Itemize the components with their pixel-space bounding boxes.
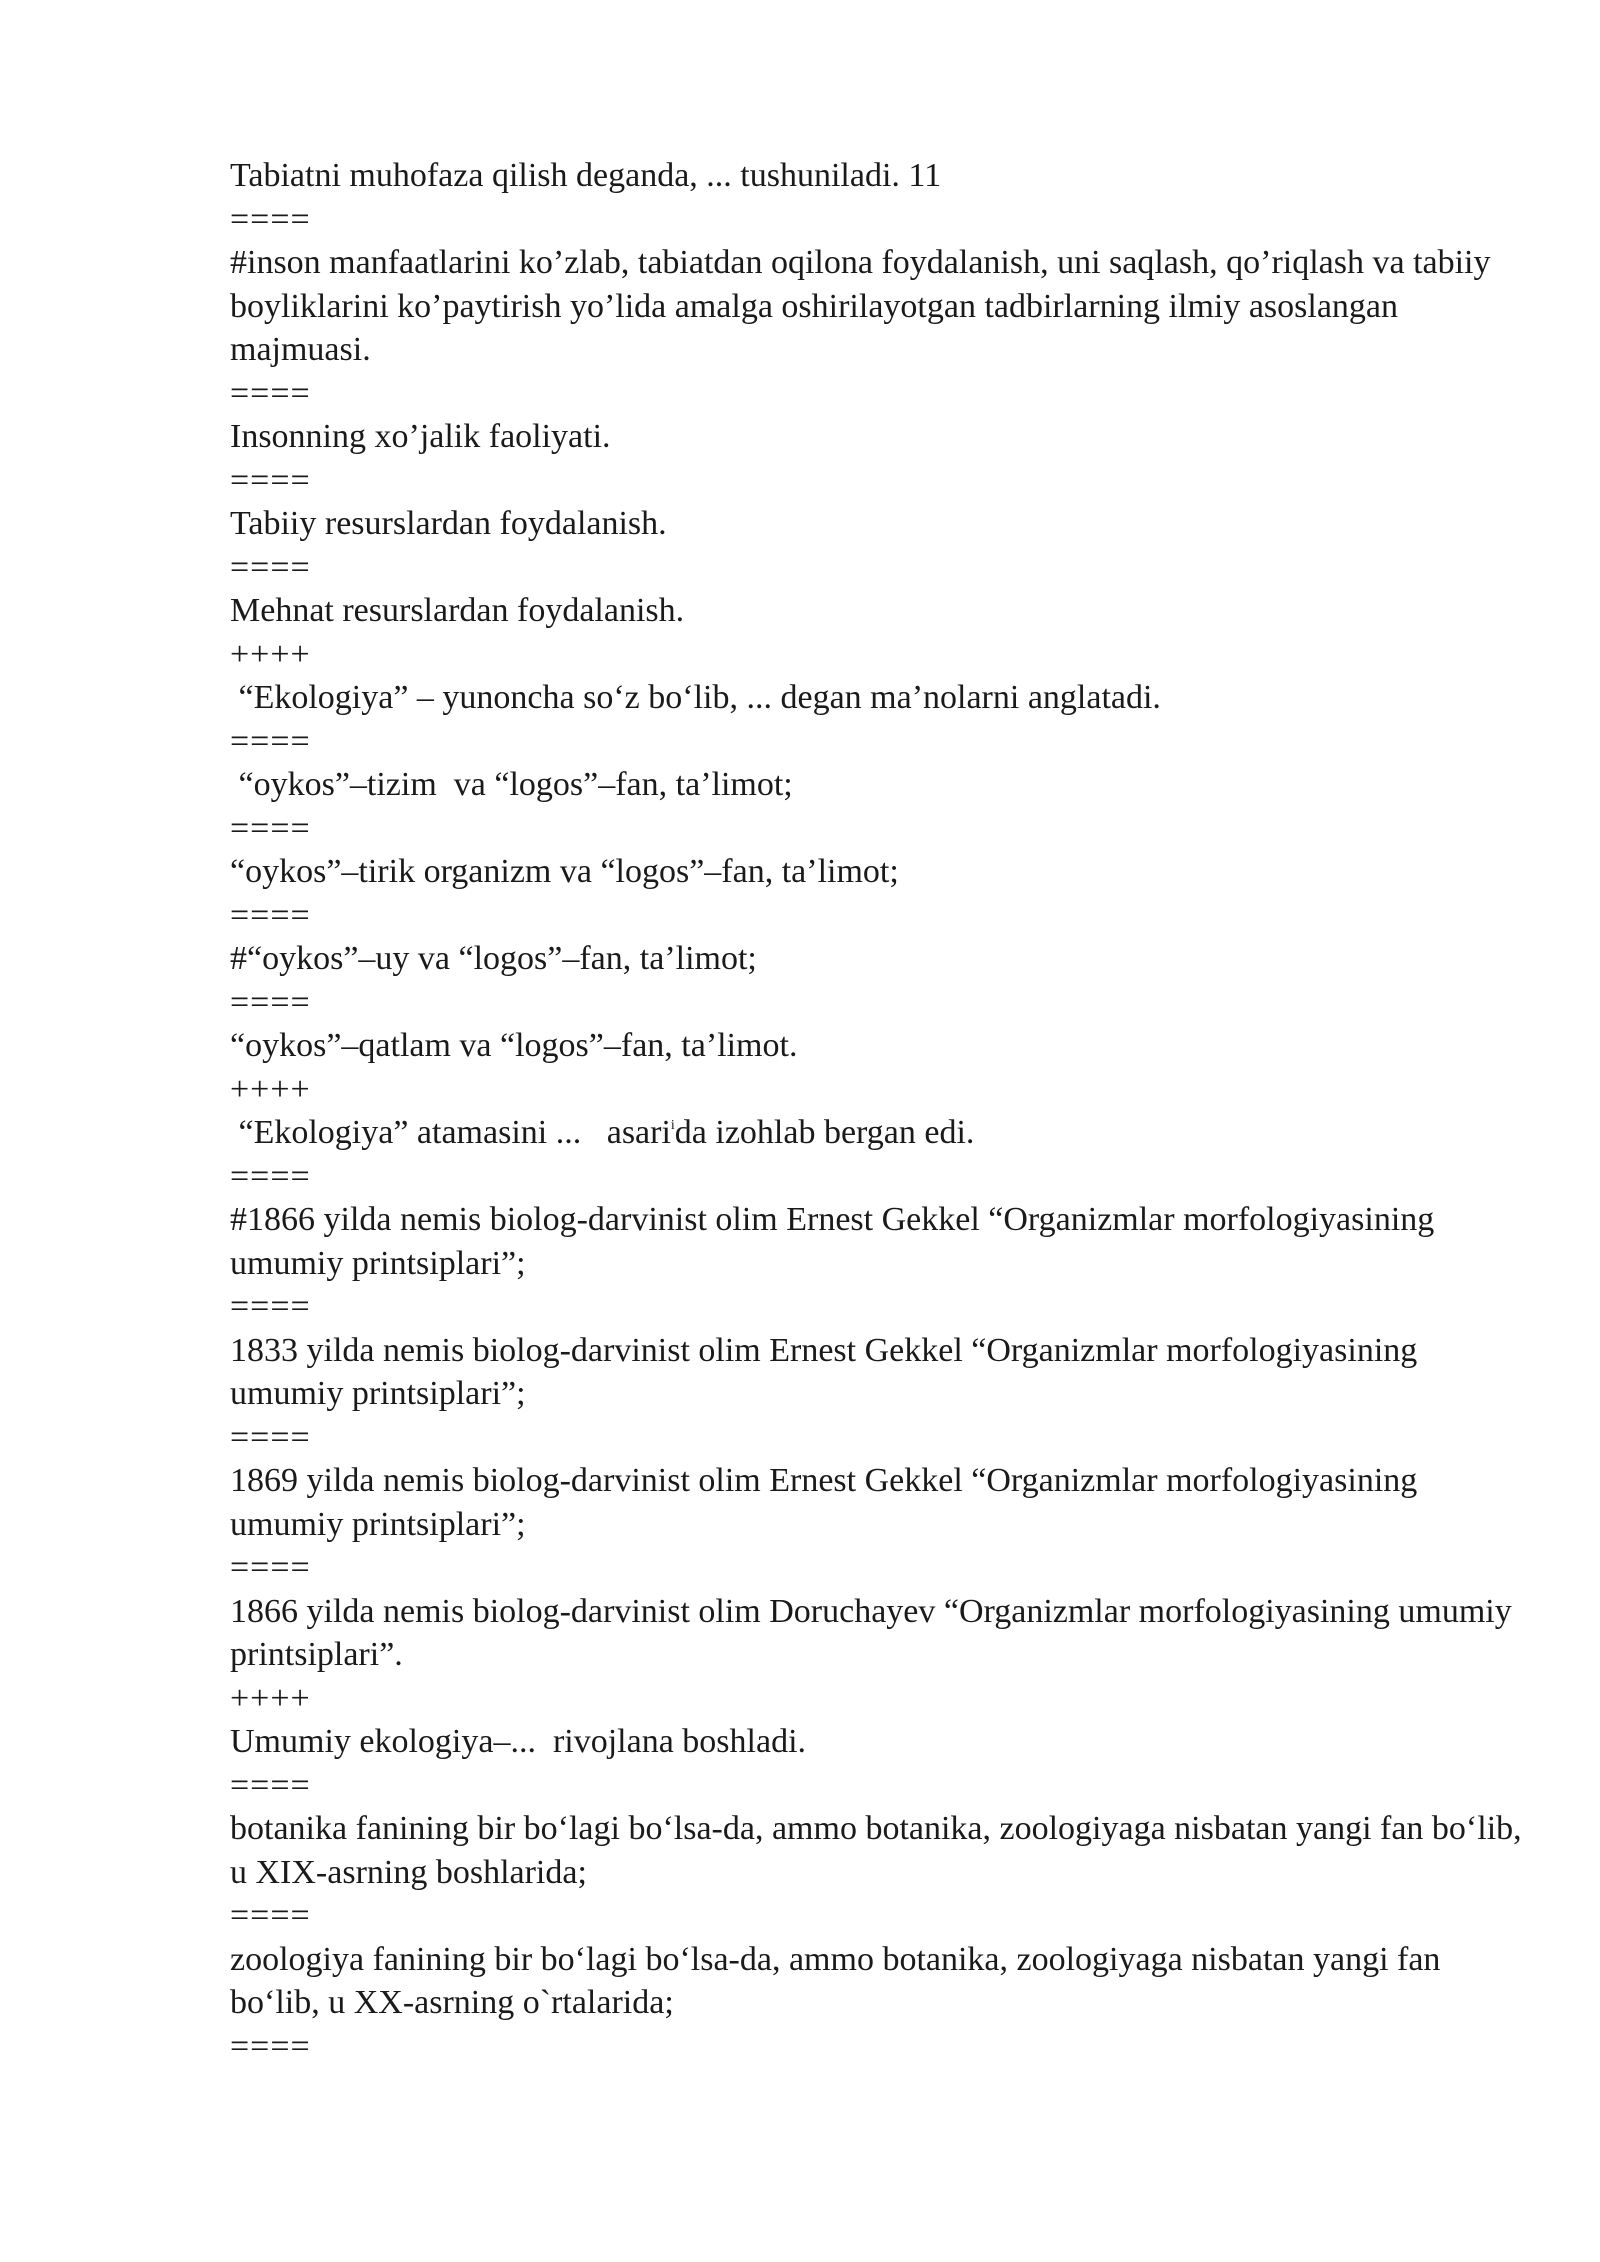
question-text: Umumiy ekologiya–... rivojlana boshladi. bbox=[230, 1723, 807, 1760]
answer-separator: ==== bbox=[230, 461, 311, 499]
answer-option: “oykos”–qatlam va “logos”–fan, ta’limot. bbox=[230, 1027, 798, 1064]
answer-separator: ==== bbox=[230, 1157, 311, 1195]
answer-separator: ==== bbox=[230, 722, 311, 760]
answer-option: botanika fanining bir bo‘lagi bo‘lsa-da, ammo botanika, zoologiyaga nisbatan yangi fan bo‘lib, u XIX-asrning boshlarida; bbox=[230, 1810, 1531, 1891]
question-text-after: da izohlab bergan edi. bbox=[674, 1114, 975, 1151]
question-text: Tabiatni muhofaza qilish deganda, ... tushuniladi. 11 bbox=[230, 157, 942, 194]
answer-option: 1833 yilda nemis biolog-darvinist olim Ernest Gekkel “Organizmlar morfologiyasining umumiy printsiplari”; bbox=[230, 1331, 1426, 1412]
answer-separator: ==== bbox=[230, 983, 311, 1021]
document-body bbox=[230, 154, 1530, 2068]
question-text bbox=[230, 1111, 1530, 1155]
answer-option: #1866 yilda nemis biolog-darvinist olim Ernest Gekkel “Organizmlar morfologiyasining umumiy printsiplari”; bbox=[230, 1201, 1443, 1282]
answer-separator: ==== bbox=[230, 1288, 311, 1325]
answer-separator: ==== bbox=[230, 896, 311, 934]
footnote-marker: i bbox=[670, 1118, 675, 1133]
answer-option: 1866 yilda nemis biolog-darvinist olim Doruchayev “Organizmlar morfologiyasining umumiy printsiplari”. bbox=[230, 1592, 1521, 1673]
answer-option: Insonning xo’jalik faoliyati. bbox=[230, 418, 611, 455]
answer-separator: ==== bbox=[230, 1897, 311, 1934]
question-separator: ++++ bbox=[230, 1679, 311, 1717]
question-text-before: “Ekologiya” atamasini ... asari bbox=[230, 1114, 671, 1151]
question-text: “Ekologiya” – yunoncha so‘z bo‘lib, ... degan ma’nolarni anglatadi. bbox=[230, 679, 1161, 716]
answer-option: Tabiiy resurslardan foydalanish. bbox=[230, 505, 667, 542]
answer-option: zoologiya fanining bir bo‘lagi bo‘lsa-da, ammo botanika, zoologiyaga nisbatan yangi fan bo‘lib, u XX-asrning o`rtalarida; bbox=[230, 1940, 1449, 2021]
answer-separator: ==== bbox=[230, 374, 311, 412]
answer-option: Mehnat resurslardan foydalanish. bbox=[230, 592, 685, 629]
answer-separator: ==== bbox=[230, 548, 311, 586]
answer-separator: ==== bbox=[230, 2027, 311, 2065]
answer-separator: ==== bbox=[230, 1549, 311, 1586]
answer-separator: ==== bbox=[230, 1418, 311, 1456]
question-separator: ++++ bbox=[230, 1070, 311, 1108]
answer-option: “oykos”–tizim va “logos”–fan, ta’limot; bbox=[230, 766, 793, 803]
answer-separator: ==== bbox=[230, 200, 311, 238]
answer-option: “oykos”–tirik organizm va “logos”–fan, ta’limot; bbox=[230, 853, 899, 890]
answer-separator: ==== bbox=[230, 809, 311, 847]
answer-option: #“oykos”–uy va “logos”–fan, ta’limot; bbox=[230, 940, 757, 977]
answer-option: 1869 yilda nemis biolog-darvinist olim Ernest Gekkel “Organizmlar morfologiyasining umumiy printsiplari”; bbox=[230, 1462, 1426, 1543]
question-separator: ++++ bbox=[230, 635, 311, 673]
answer-option: #inson manfaatlarini ko’zlab, tabiatdan oqilona foydalanish, uni saqlash, qo’riqlash va tabiiy boyliklarini ko’paytirish yo’lida amalga oshirilayotgan tadbirlarning ilmiy asoslangan majmuasi. bbox=[230, 244, 1500, 368]
answer-separator: ==== bbox=[230, 1766, 311, 1804]
